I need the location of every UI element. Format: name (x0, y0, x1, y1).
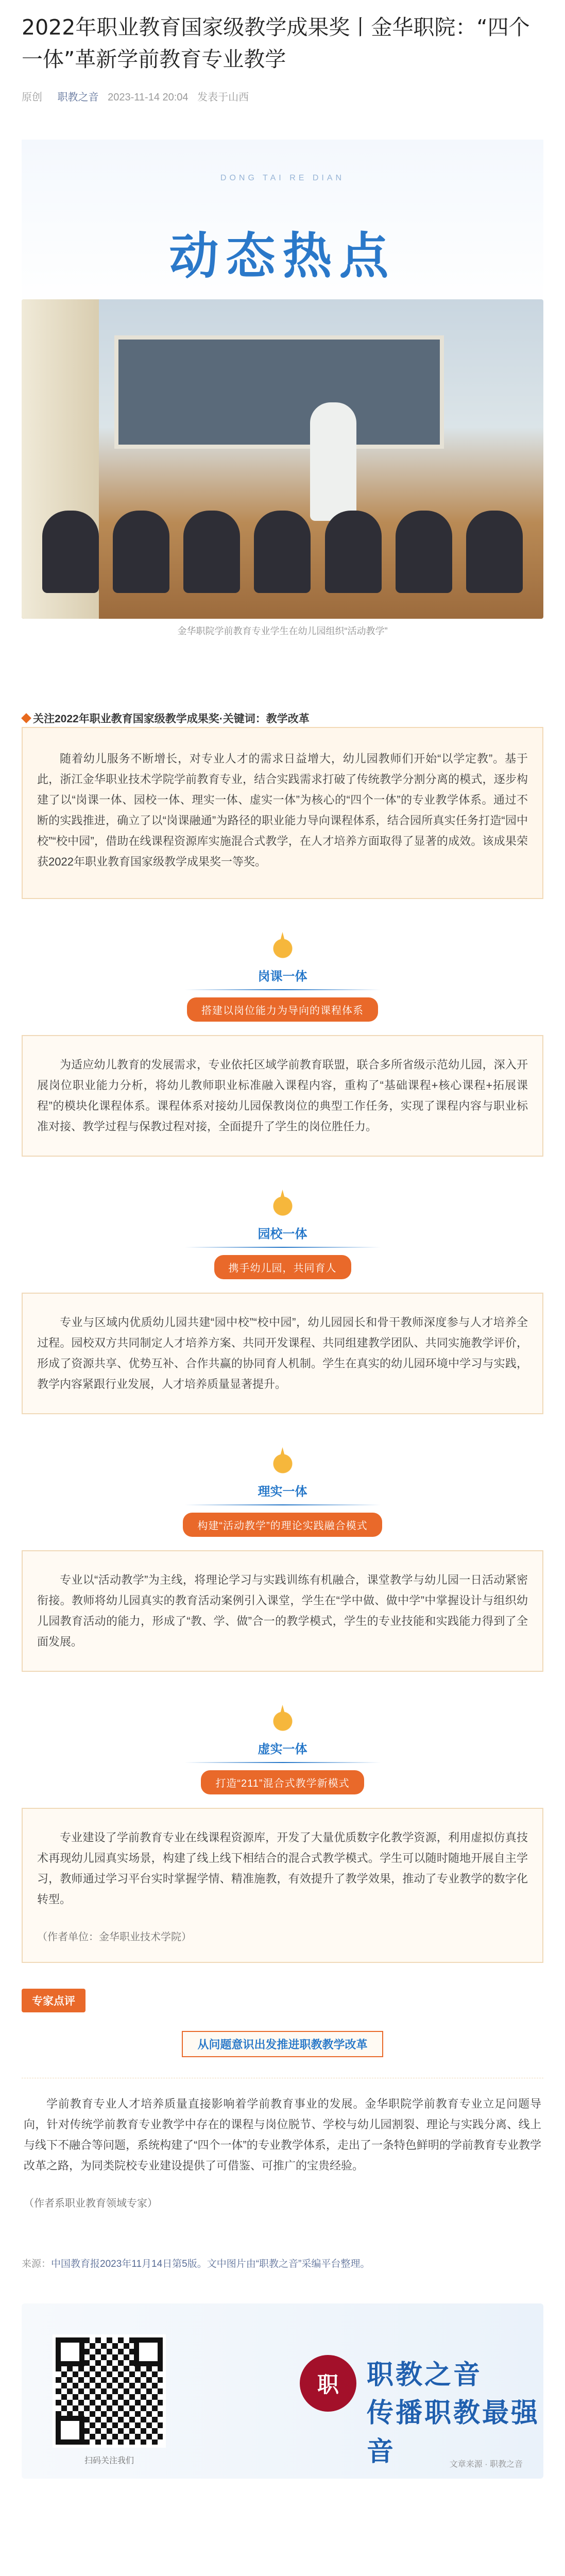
photo-children (42, 511, 523, 593)
qr-finder (56, 2337, 84, 2366)
review-card (22, 2078, 543, 2225)
hero-banner (22, 140, 543, 310)
footer-subtext: 文章来源 · 职教之音 (449, 2460, 523, 2469)
source-prefix: 来源： (22, 2259, 52, 2269)
section-divider (185, 989, 381, 990)
section-lishi (22, 1445, 543, 1672)
hero-subtitle: DONG TAI RE DIAN (220, 174, 345, 182)
section-card (22, 1550, 543, 1672)
flame-icon (267, 1188, 298, 1218)
review-tag: 专家点评 (22, 1989, 85, 2012)
section-paragraph: 为适应幼儿教育的发展需求，专业依托区域学前教育联盟，联合多所省级示范幼儿园，深入开展岗位职业能力分析，将幼儿教师职业标准融入课程内容，重构了“基础课程+核心课程+拓展课程”的模块化课程体系。课程体系对接幼儿园保教岗位的典型工作任务，实现了课程内容与职业标准对接、教学过程与保教过程对接，全面提升了学生的岗位胜任力。 (37, 1058, 528, 1133)
intro-label (23, 710, 310, 726)
review-title: 从问题意识出发推进职教教学改革 (182, 2031, 383, 2057)
intro-paragraph: 随着幼儿服务不断增长，对专业人才的需求日益增大，幼儿园教师们开始“以学定教”。基于此，浙江金华职业技术学院学前教育专业，结合实践需求打破了传统教学分割分离的模式，逐步构建了以“岗课一体、园校一体、理实一体、虚实一体”为核心的“四个一体”的专业教学体系。通过不断的实践推进，确立了以“岗课融通”为路径的职业能力导向课程体系，结合园所真实任务打造“园中校”“校中园”，借助在线课程资源库实施混合式教学，在人才培养方面取得了显著的成效。该成果荣获2022年职业教育国家级教学成果奖一等奖。 (37, 752, 528, 868)
photo-child (325, 511, 382, 593)
publish-location: 发表于山西 (197, 92, 249, 103)
photo-teacher (310, 402, 356, 521)
section-title: 岗课一体 (258, 970, 307, 984)
footer-brand-name: 职教之音 (367, 2360, 483, 2390)
photo-child (113, 511, 169, 593)
section-author-note: （作者单位：金华职业技术学院） (37, 1931, 192, 1943)
qr-code-icon[interactable] (53, 2334, 166, 2448)
qr-caption: 扫码关注我们 (84, 2456, 134, 2465)
flame-icon (267, 1703, 298, 1734)
photo-child (183, 511, 240, 593)
section-xushi (22, 1703, 543, 1963)
qr-finder (134, 2337, 163, 2366)
photo-child (466, 511, 523, 593)
section-paragraph: 专业以“活动教学”为主线，将理论学习与实践训练有机融合，课堂教学与幼儿园一日活动紧密衔接。教师将幼儿园真实的教育活动案例引入课堂，学生在“学中做、做中学”中掌握设计与组织幼儿园教育活动的能力，形成了“教、学、做”合一的教学模式，学生的专业技能和实践能力得到了全面发展。 (37, 1573, 528, 1648)
footer-slogan: 传播职教最强音 (367, 2398, 540, 2467)
section-yuanxiao (22, 1188, 543, 1414)
photo-child (254, 511, 311, 593)
hero-caption: 金华职院学前教育专业学生在幼儿园组织“活动教学” (177, 626, 388, 636)
section-divider (185, 1247, 381, 1248)
section-title: 虚实一体 (258, 1742, 307, 1756)
flame-icon (267, 930, 298, 961)
publish-datetime: 2023-11-14 20:04 (108, 92, 189, 103)
source-account-link[interactable]: 职教之音 (57, 92, 99, 103)
footer-card (22, 2303, 543, 2479)
intro-label-text: 关注2022年职业教育国家级教学成果奖·关键词：教学改革 (33, 713, 310, 725)
hero-photo[interactable] (22, 299, 543, 619)
section-banner: 打造“211”混合式教学新模式 (201, 1770, 364, 1794)
section-divider (185, 1504, 381, 1505)
review-author: （作者系职业教育领域专家） (24, 2198, 158, 2209)
section-banner: 携手幼儿园，共同育人 (214, 1255, 351, 1279)
section-banner: 搭建以岗位能力为导向的课程体系 (187, 997, 378, 1022)
section-divider (185, 1762, 381, 1763)
review-paragraph: 学前教育专业人才培养质量直接影响着学前教育事业的发展。金华职院学前教育专业立足问题导向，针对传统学前教育专业教学中存在的课程与岗位脱节、学校与幼儿园割裂、理论与实践分离、线上与线下不融合等问题，系统构建了“四个一体”的专业教学体系，走出了一条特色鲜明的学前教育专业教学改革之路，为同类院校专业建设提供了可借鉴、可推广的宝贵经验。 (24, 2097, 541, 2172)
review-title-wrap (22, 2031, 543, 2057)
source-text[interactable]: 中国教育报2023年11月14日第5版。文中图片由“职教之音”采编平台整理。 (51, 2259, 370, 2269)
photo-child (42, 511, 99, 593)
article-title: 2022年职业教育国家级教学成果奖丨金华职院：“四个一体”革新学前教育专业教学 (22, 15, 530, 72)
section-card (22, 1293, 543, 1414)
section-title: 园校一体 (258, 1227, 307, 1241)
hero-banner-text: 动态热点 (169, 227, 396, 285)
section-paragraph: 专业与区域内优质幼儿园共建“园中校”“校中园”，幼儿园园长和骨干教师深度参与人才培养全过程。园校双方共同制定人才培养方案、共同开发课程、共同组建教学团队、共同实施教学评价，形成了资源共享、优势互补、合作共赢的协同育人机制。学生在真实的幼儿园环境中学习与实践，教学内容紧跟行业发展，人才培养质量显著提升。 (37, 1316, 528, 1391)
article-meta (22, 89, 543, 104)
photo-child (396, 511, 452, 593)
section-card (22, 1035, 543, 1157)
section-card (22, 1808, 543, 1963)
section-paragraph: 专业建设了学前教育专业在线课程资源库，开发了大量优质数字化教学资源，利用虚拟仿真技术再现幼儿园真实场景，构建了线上线下相结合的混合式教学模式。学生可以随时随地开展自主学习，教师通过学习平台实时掌握学情、精准施教，有效提升了教学效果，推动了专业教学的数字化转型。 (37, 1831, 528, 1906)
section-gangke (22, 930, 543, 1157)
diamond-icon (21, 713, 31, 723)
section-title: 理实一体 (258, 1485, 307, 1499)
intro-block (22, 713, 543, 899)
hero-section (22, 140, 543, 696)
original-tag: 原创 (22, 92, 42, 103)
qr-finder (56, 2416, 84, 2445)
source-note (22, 2256, 543, 2273)
section-banner: 构建“活动教学”的理论实践融合模式 (183, 1513, 382, 1537)
brand-logo: 职 (300, 2355, 356, 2412)
photo-blackboard (114, 335, 444, 449)
flame-icon (267, 1445, 298, 1476)
